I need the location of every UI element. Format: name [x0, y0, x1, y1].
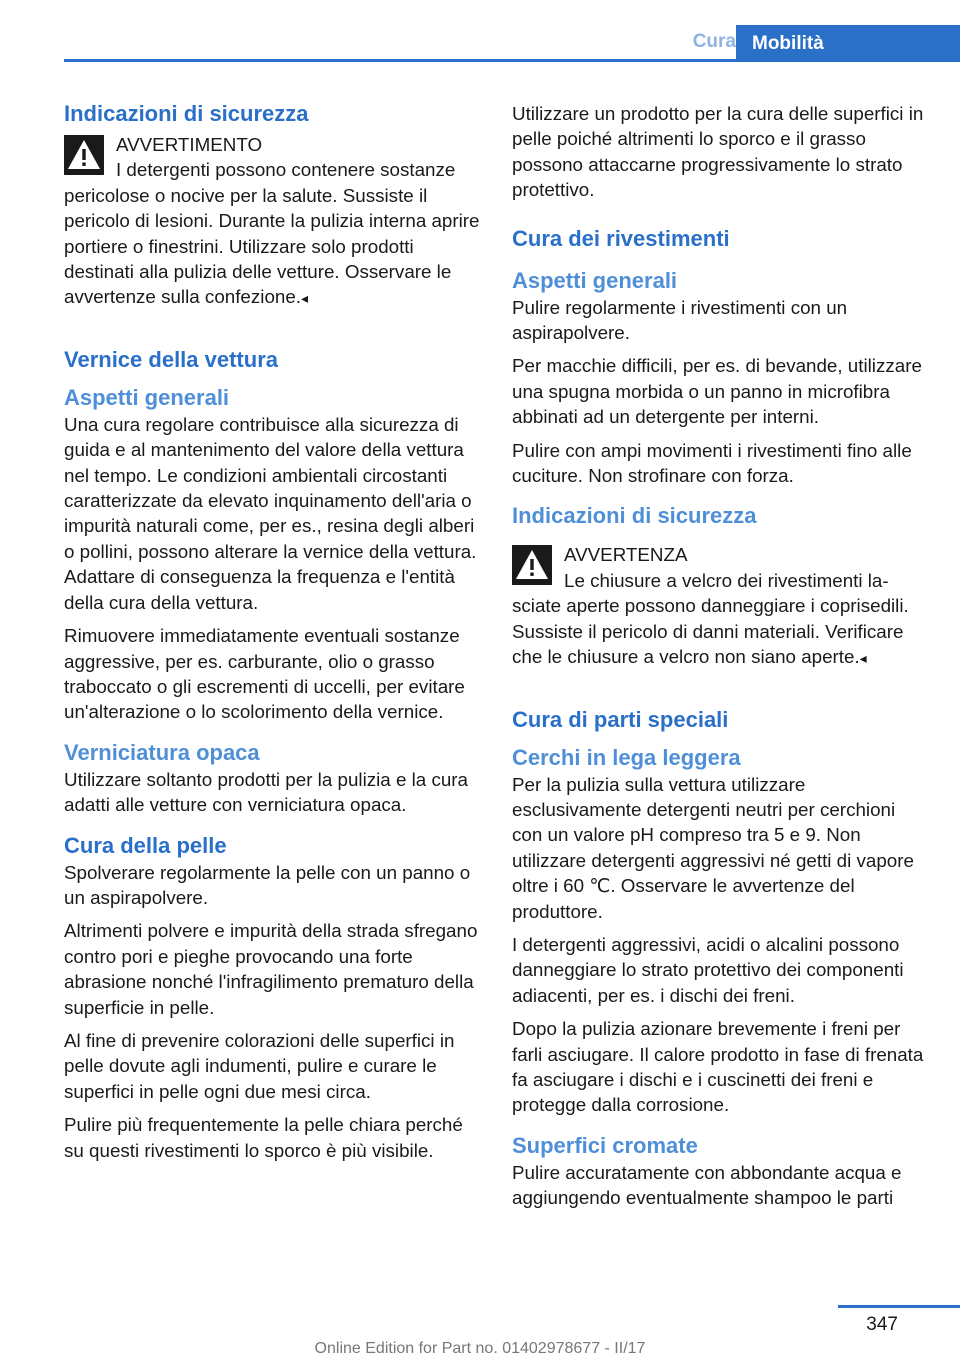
section-tab: Cura	[692, 31, 736, 52]
upholstery-paragraph-3: Pulire con ampi movimenti i rivestimenti fino alle cuciture. Non strofinare con forza.	[512, 439, 912, 487]
right-safety-heading: Indicazioni di sicurezza	[512, 503, 757, 529]
general-paragraph-2: Rimuovere immediatamente eventuali sostanze aggressive, per es. carburante, olio o grasso traboccato o gli escrementi di uccelli, per evitare un'alterazione o lo scolorimento della vernice.	[64, 625, 465, 723]
right-warning-text	[512, 568, 930, 672]
safety-heading: Indicazioni di sicurezza	[64, 101, 309, 126]
general-paragraph-1: Una cura regolare contribuisce alla sicurezza di guida e al mantenimento del valore della vettura nel tempo. Le condizioni ambientali circostanti caratterizzate da elevato inquinamento dell'aria o impurità naturali come, per es., resina degli alberi o pollini, possono alterare la vernice della vettura. Adattare di conseguenza la frequenza e l'entità della cura della vettura.	[64, 413, 477, 613]
footer-rule	[838, 1305, 960, 1308]
paint-heading: Vernice della vettura	[64, 346, 278, 372]
leather-heading: Cura della pelle	[64, 832, 227, 858]
matte-heading: Verniciatura opaca	[64, 739, 260, 765]
general-heading: Aspetti generali	[64, 384, 230, 410]
chapter-tab: Mobilità	[736, 25, 960, 62]
end-mark: ◂	[859, 650, 867, 667]
warning-block	[64, 132, 482, 312]
rims-paragraph-2: I detergenti aggressivi, acidi o alcalini possono danneggiare lo strato protettivo dei componenti adiacenti, per es. i dischi dei freni.	[512, 933, 904, 1006]
leather-paragraph-3: Al fine di prevenire colorazioni delle superfici in pelle dovute agli indumenti, pulire e curare le superfici in pelle ogni due mesi circa.	[64, 1029, 455, 1102]
warning-icon	[512, 545, 552, 585]
upholstery-paragraph-1: Pulire regolarmente i rivestimenti con un aspirapolvere.	[512, 296, 848, 344]
rims-paragraph-1: Per la pulizia sulla vettura utilizzare esclusivamente detergenti neutri per cerchioni con un valore pH compreso tra 5 e 9. Non utilizzare detergenti aggressivi né getti di vapore oltre i 60 ℃. Osservare le avvertenze del produttore.	[512, 773, 914, 922]
special-parts-heading: Cura di parti speciali	[512, 706, 729, 732]
right-column	[512, 101, 930, 1219]
page-header	[0, 0, 960, 62]
chrome-heading: Superfici cromate	[512, 1132, 698, 1158]
warning-text	[64, 157, 482, 311]
upholstery-general-heading: Aspetti generali	[512, 267, 678, 293]
leather-paragraph-2: Altrimenti polvere e impurità della strada sfregano contro pori e pieghe provocando una forte abrasione nonché l'infragilimento prematuro della superficie in pelle.	[64, 920, 478, 1018]
right-warning-block	[512, 542, 930, 671]
matte-paragraph: Utilizzare soltanto prodotti per la pulizia e la cura adatti alle vetture con verniciatura opaca.	[64, 768, 468, 816]
leather-paragraph-1: Spolverare regolarmente la pelle con un panno o un aspirapolvere.	[64, 861, 471, 908]
warning-title: AVVERTIMENTO	[116, 134, 263, 155]
leather-paragraph-5: Utilizzare un prodotto per la cura delle superfici in pelle poiché altrimenti lo sporco e il grasso possono attaccarne progressivamente lo strato protettivo.	[512, 103, 924, 201]
right-warning-first-line: Le chiusure a velcro dei rivestimenti la-	[564, 569, 889, 591]
right-warning-title: AVVERTENZA	[564, 544, 688, 566]
leather-paragraph-4: Pulire più frequentemente la pelle chiara perché su questi rivestimenti lo sporco è più visibile.	[64, 1114, 463, 1161]
chrome-paragraph: Pulire accuratamente con abbondante acqua e aggiungendo eventualmente shampoo le parti	[512, 1161, 902, 1209]
rims-paragraph-3: Dopo la pulizia azionare brevemente i freni per farli asciugare. Il calore prodotto in fase di frenata fa asciugare i dischi e i cuscinetti dei freni e protegge dalla corrosione.	[512, 1018, 924, 1116]
left-column	[64, 100, 482, 1171]
rims-heading: Cerchi in lega leggera	[512, 744, 741, 770]
upholstery-heading: Cura dei rivestimenti	[512, 225, 730, 251]
warning-body: pericolose o nocive per la salute. Sussiste il pericolo di lesioni. Durante la pulizia interna aprire portiere o finestrini. Utilizzare solo prodotti destinati alla pulizia delle vetture. Osservare le avvertenze sulla confezione.	[64, 184, 480, 308]
end-mark: ◂	[301, 290, 309, 307]
page-number: 347	[866, 1314, 898, 1335]
warning-icon	[64, 135, 104, 175]
header-rule	[64, 59, 960, 62]
upholstery-paragraph-2: Per macchie difficili, per es. di bevande, utilizzare una spugna morbida o un panno in microfibra abbinati ad un detergente per interni.	[512, 355, 922, 428]
warning-first-line: I detergenti possono contenere sostanze	[116, 159, 456, 181]
edition-note: Online Edition for Part no. 01402978677 - II/17	[314, 1340, 646, 1357]
right-warning-body: sciate aperte possono danneggiare i coprisedili. Sussiste il pericolo di danni materiali. Verificare che le chiusure a velcro non siano aperte.	[512, 595, 909, 668]
